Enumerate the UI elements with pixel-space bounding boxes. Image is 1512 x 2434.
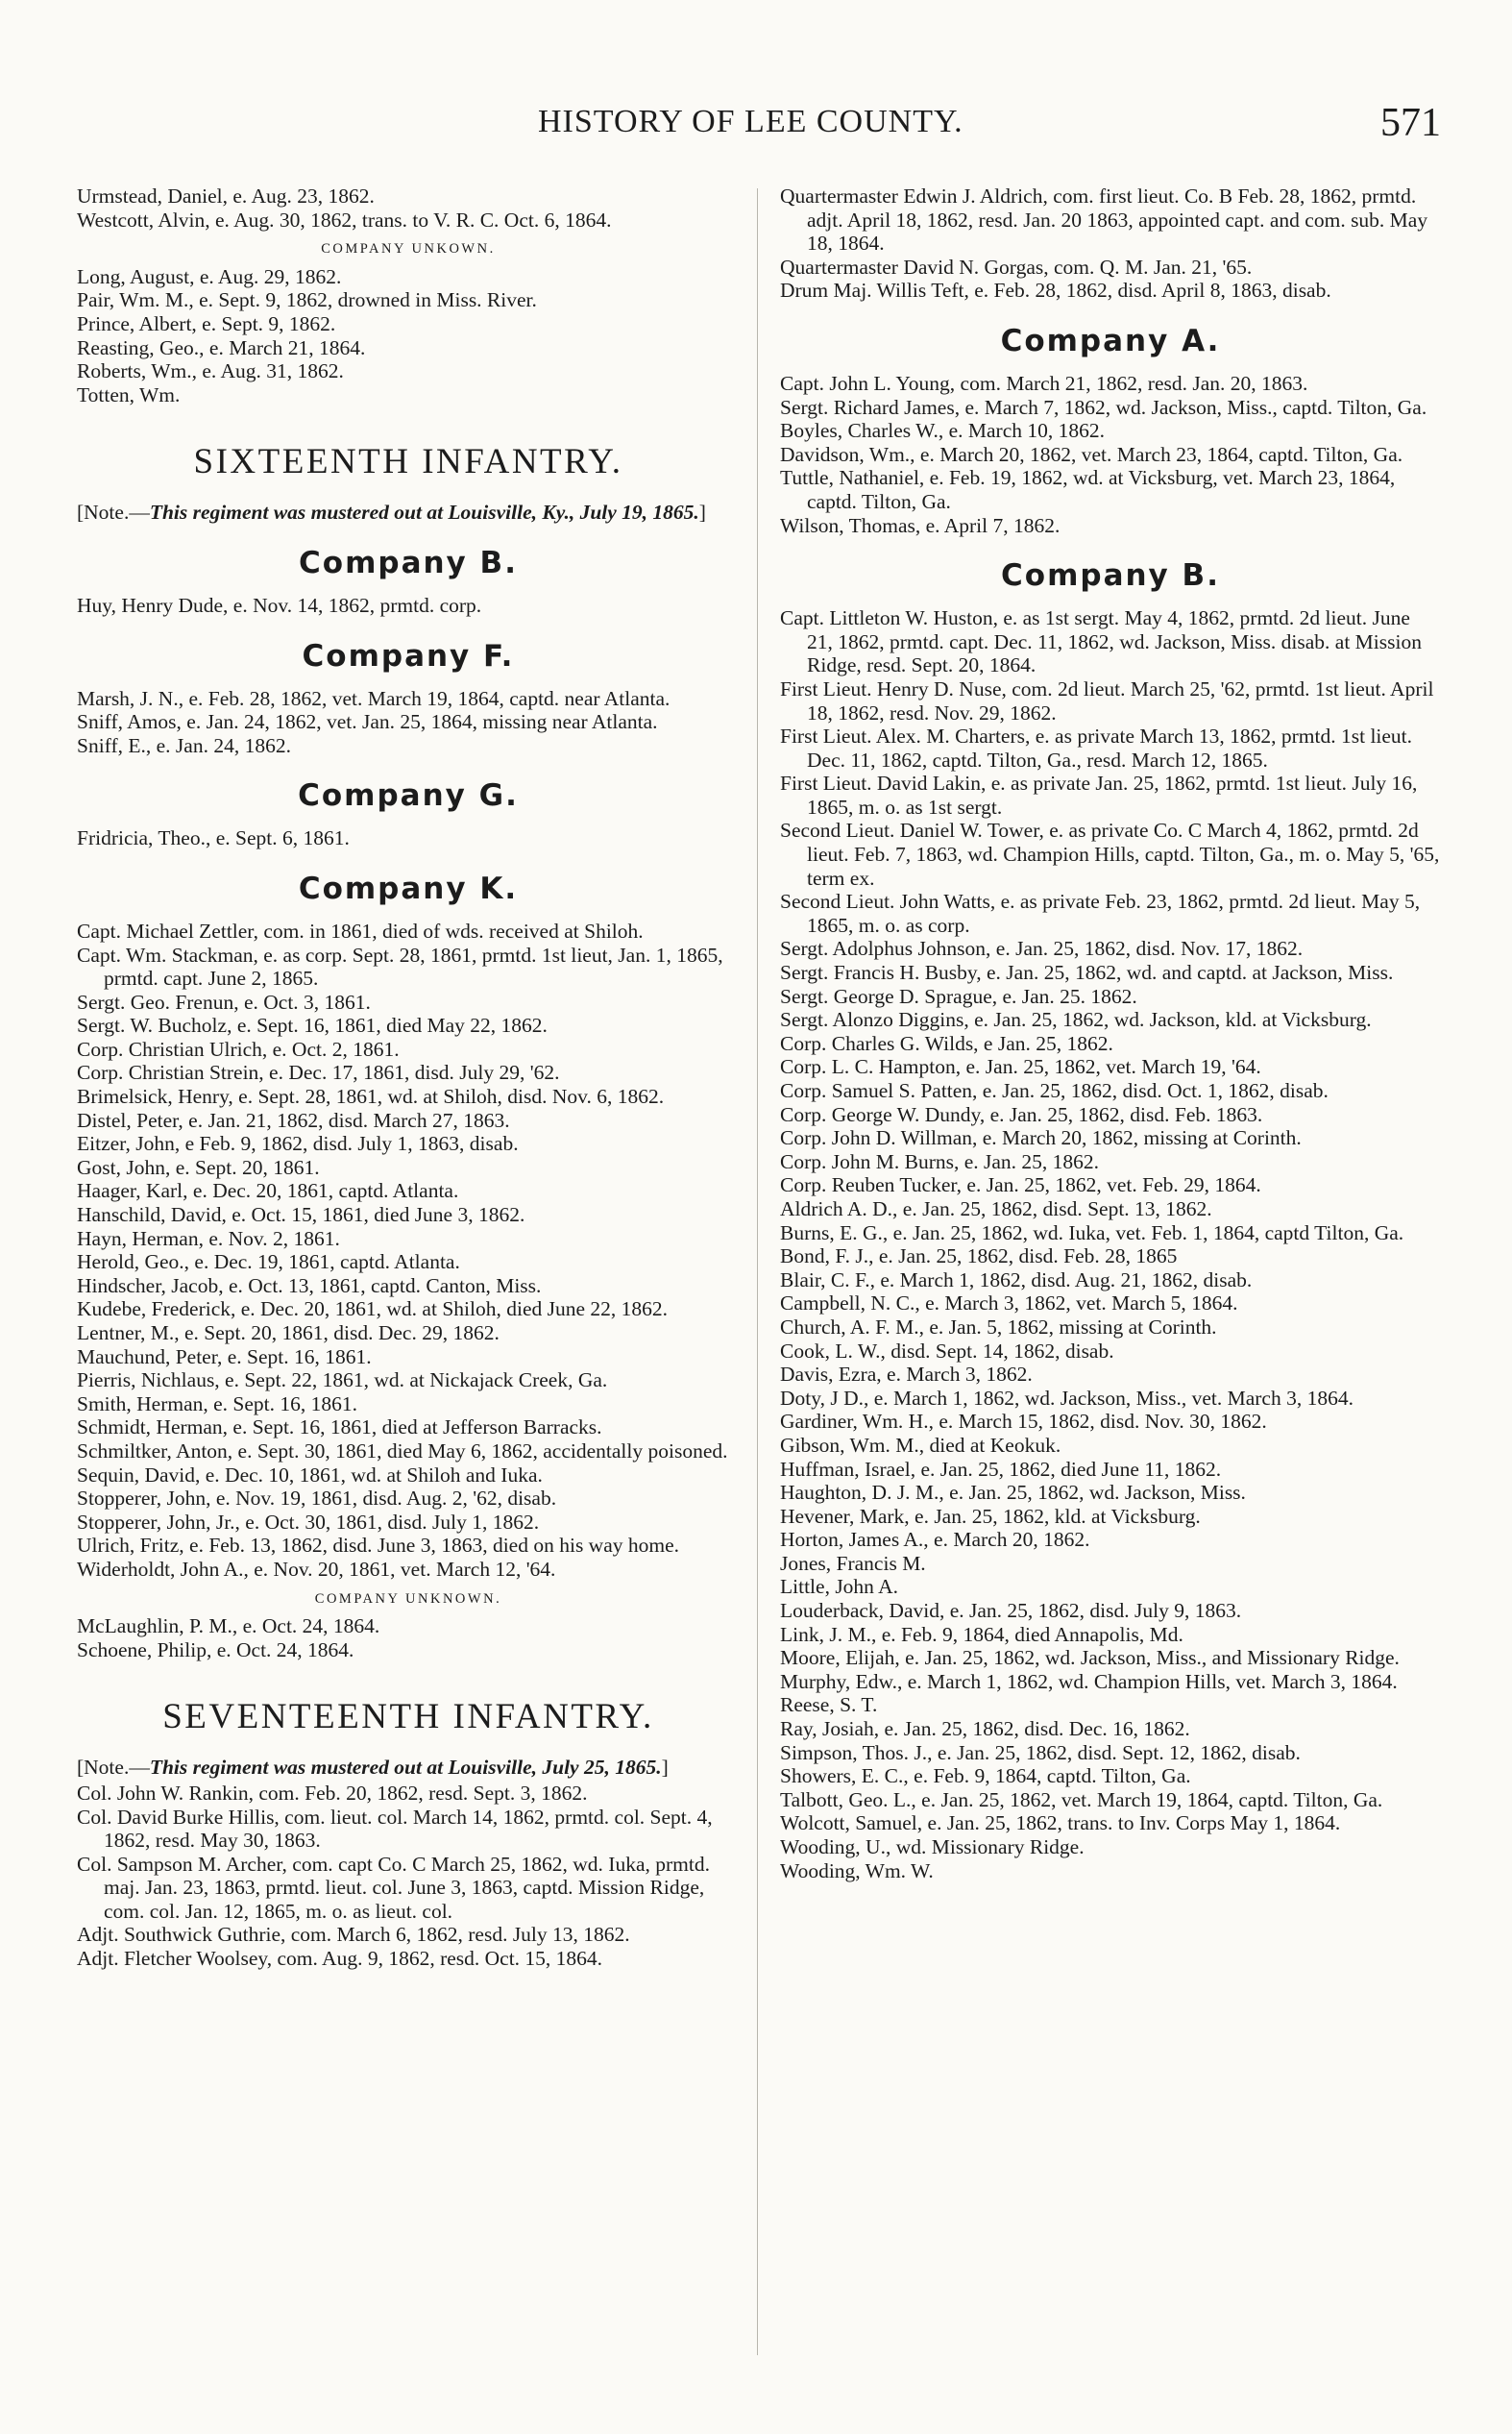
roster-entry: Tuttle, Nathaniel, e. Feb. 19, 1862, wd. at Vicksburg, vet. March 23, 1864, captd. Tilton, Ga.	[780, 466, 1396, 513]
roster-entry: Reese, S. T.	[780, 1693, 878, 1717]
roster-entry: Adjt. Southwick Guthrie, com. March 6, 1862, resd. July 13, 1862.	[77, 1923, 630, 1947]
roster-entry: Fridricia, Theo., e. Sept. 6, 1861.	[77, 826, 350, 850]
roster-entry: Gardiner, Wm. H., e. March 15, 1862, disd. Nov. 30, 1862.	[780, 1410, 1267, 1434]
roster-entry: Reasting, Geo., e. March 21, 1864.	[77, 335, 366, 359]
roster-entry: Sniff, E., e. Jan. 24, 1862.	[77, 733, 291, 757]
roster-entry: Capt. Littleton W. Huston, e. as 1st sergt. May 4, 1862, prmtd. 2d lieut. June 21, 1862, prmtd. capt. Dec. 11, 1862, wd. Jackson, Miss. disab. at Mission Ridge, resd. Sept. 20, 1864.	[780, 606, 1422, 677]
roster-entry: Corp. Samuel S. Patten, e. Jan. 25, 1862, disd. Oct. 1, 1862, disab.	[780, 1079, 1329, 1102]
roster-entry: Ray, Josiah, e. Jan. 25, 1862, disd. Dec. 16, 1862.	[780, 1717, 1190, 1741]
roster-entry: Adjt. Fletcher Woolsey, com. Aug. 9, 1862, resd. Oct. 15, 1864.	[77, 1947, 603, 1971]
roster-entry: Sergt. Adolphus Johnson, e. Jan. 25, 1862, disd. Nov. 17, 1862.	[780, 937, 1304, 961]
roster-entry: Col. John W. Rankin, com. Feb. 20, 1862, resd. Sept. 3, 1862.	[77, 1781, 588, 1805]
roster-entry: Sergt. W. Bucholz, e. Sept. 16, 1861, died May 22, 1862.	[77, 1014, 548, 1038]
roster-entry: Long, August, e. Aug. 29, 1862.	[77, 264, 342, 288]
roster-entry: Talbott, Geo. L., e. Jan. 25, 1862, vet. March 19, 1864, captd. Tilton, Ga.	[780, 1787, 1383, 1811]
roster-entry: Davidson, Wm., e. March 20, 1862, vet. March 23, 1864, captd. Tilton, Ga.	[780, 442, 1403, 466]
roster-entry: Col. David Burke Hillis, com. lieut. col. March 14, 1862, prmtd. col. Sept. 4, 1862, resd. May 30, 1863.	[77, 1805, 713, 1853]
company-heading: Company B.	[299, 545, 518, 580]
roster-entry: Davis, Ezra, e. March 3, 1862.	[780, 1363, 1033, 1387]
roster-entry: Capt. John L. Young, com. March 21, 1862, resd. Jan. 20, 1863.	[780, 371, 1308, 395]
company-subheading: COMPANY UNKNOWN.	[314, 1590, 502, 1607]
roster-entry: Urmstead, Daniel, e. Aug. 23, 1862.	[77, 184, 375, 208]
note-suffix: ]	[698, 501, 706, 525]
note-text: This regiment was mustered out at Louisville, July 25, 1865.	[149, 1756, 662, 1780]
roster-entry: Blair, C. F., e. March 1, 1862, disd. Aug. 21, 1862, disab.	[780, 1267, 1253, 1291]
roster-entry: Huffman, Israel, e. Jan. 25, 1862, died June 11, 1862.	[780, 1457, 1222, 1481]
roster-entry: Marsh, J. N., e. Feb. 28, 1862, vet. March 19, 1864, captd. near Atlanta.	[77, 686, 671, 710]
roster-entry: First Lieut. Henry D. Nuse, com. 2d lieut. March 25, '62, prmtd. 1st lieut. April 18, 1862, resd. Nov. 29, 1862.	[780, 676, 1434, 725]
roster-entry: Widerholdt, John A., e. Nov. 20, 1861, vet. March 12, '64.	[77, 1557, 556, 1581]
roster-entry: Schmidt, Herman, e. Sept. 16, 1861, died at Jefferson Barracks.	[77, 1415, 602, 1439]
roster-entry: Distel, Peter, e. Jan. 21, 1862, disd. March 27, 1863.	[77, 1108, 510, 1132]
regiment-heading: SEVENTEENTH INFANTRY.	[162, 1697, 654, 1737]
company-subheading: COMPANY UNKOWN.	[321, 241, 496, 258]
right-column	[780, 184, 1441, 1882]
roster-entry: Sniff, Amos, e. Jan. 24, 1862, vet. Jan. 25, 1864, missing near Atlanta.	[77, 710, 658, 734]
roster-entry: Second Lieut. John Watts, e. as private Feb. 23, 1862, prmtd. 2d lieut. May 5, 1865, m. o. as corp.	[780, 890, 1421, 937]
roster-entry: Huy, Henry Dude, e. Nov. 14, 1862, prmtd. corp.	[77, 593, 482, 617]
roster-entry: Drum Maj. Willis Teft, e. Feb. 28, 1862, disd. April 8, 1863, disab.	[780, 279, 1331, 303]
company-heading: Company B.	[1001, 558, 1220, 594]
roster-entry: Doty, J D., e. March 1, 1862, wd. Jackson, Miss., vet. March 3, 1864.	[780, 1386, 1353, 1410]
roster-entry: Sergt. George D. Sprague, e. Jan. 25. 1862.	[780, 984, 1137, 1008]
roster-entry: Showers, E. C., e. Feb. 9, 1864, captd. Tilton, Ga.	[780, 1764, 1191, 1788]
note-prefix: [Note.—	[77, 501, 150, 525]
roster-entry: Corp. Reuben Tucker, e. Jan. 25, 1862, vet. Feb. 29, 1864.	[780, 1173, 1261, 1197]
roster-entry: Roberts, Wm., e. Aug. 31, 1862.	[77, 359, 344, 383]
roster-entry: Hindscher, Jacob, e. Oct. 13, 1861, captd. Canton, Miss.	[77, 1273, 542, 1297]
roster-entry: Simpson, Thos. J., e. Jan. 25, 1862, disd. Sept. 12, 1862, disab.	[780, 1740, 1301, 1764]
roster-entry: Wolcott, Samuel, e. Jan. 25, 1862, trans. to Inv. Corps May 1, 1864.	[780, 1811, 1341, 1835]
roster-entry: Lentner, M., e. Sept. 20, 1861, disd. Dec. 29, 1862.	[77, 1321, 500, 1344]
roster-entry: Pierris, Nichlaus, e. Sept. 22, 1861, wd. at Nickajack Creek, Ga.	[77, 1368, 608, 1392]
roster-entry: Quartermaster David N. Gorgas, com. Q. M. Jan. 21, '65.	[780, 255, 1253, 279]
column-divider	[757, 188, 758, 2355]
roster-entry: Bond, F. J., e. Jan. 25, 1862, disd. Feb. 28, 1865	[780, 1244, 1178, 1268]
company-heading: Company A.	[1000, 323, 1221, 358]
roster-entry: Smith, Herman, e. Sept. 16, 1861.	[77, 1391, 358, 1415]
roster-entry: Little, John A.	[780, 1575, 899, 1599]
note-suffix: ]	[661, 1756, 669, 1780]
roster-entry: Ulrich, Fritz, e. Feb. 13, 1862, disd. June 3, 1863, died on his way home.	[77, 1534, 680, 1558]
roster-entry: Wilson, Thomas, e. April 7, 1862.	[780, 513, 1061, 537]
roster-entry: Sergt. Geo. Frenun, e. Oct. 3, 1861.	[77, 990, 371, 1014]
roster-entry: Corp. L. C. Hampton, e. Jan. 25, 1862, vet. March 19, '64.	[780, 1055, 1261, 1079]
roster-entry: Second Lieut. Daniel W. Tower, e. as private Co. C March 4, 1862, prmtd. 2d lieut. Feb. 7, 1863, wd. Champion Hills, captd. Tilton, Ga., m. o. May 5, '65, term ex.	[780, 819, 1440, 890]
roster-entry: Sergt. Alonzo Diggins, e. Jan. 25, 1862, wd. Jackson, kld. at Vicksburg.	[780, 1008, 1372, 1032]
roster-entry: Corp. George W. Dundy, e. Jan. 25, 1862, disd. Feb. 1863.	[780, 1102, 1263, 1126]
roster-entry: Boyles, Charles W., e. March 10, 1862.	[780, 419, 1105, 443]
roster-entry: Pair, Wm. M., e. Sept. 9, 1862, drowned in Miss. River.	[77, 288, 537, 312]
roster-entry: Col. Sampson M. Archer, com. capt Co. C March 25, 1862, wd. Iuka, prmtd. maj. Jan. 23, 1863, prmtd. lieut. col. June 3, 1863, captd. Mission Ridge, com. col. Jan. 12, 1865, m. o. as lieut. col.	[77, 1852, 710, 1923]
roster-entry: First Lieut. David Lakin, e. as private Jan. 25, 1862, prmtd. 1st lieut. July 16, 1865, m. o. as 1st sergt.	[780, 772, 1418, 819]
roster-entry: Aldrich A. D., e. Jan. 25, 1862, disd. Sept. 13, 1862.	[780, 1196, 1212, 1220]
roster-entry: Kudebe, Frederick, e. Dec. 20, 1861, wd. at Shiloh, died June 22, 1862.	[77, 1297, 669, 1321]
roster-entry: McLaughlin, P. M., e. Oct. 24, 1864.	[77, 1614, 380, 1638]
left-column	[77, 184, 740, 1971]
roster-entry: Hayn, Herman, e. Nov. 2, 1861.	[77, 1226, 340, 1250]
roster-entry: Horton, James A., e. March 20, 1862.	[780, 1528, 1090, 1552]
roster-entry: Capt. Wm. Stackman, e. as corp. Sept. 28, 1861, prmtd. 1st lieut, Jan. 1, 1865, prmtd. capt. June 2, 1865.	[77, 943, 723, 991]
roster-entry: Haager, Karl, e. Dec. 20, 1861, captd. Atlanta.	[77, 1179, 459, 1203]
roster-entry: Totten, Wm.	[77, 382, 181, 406]
roster-entry: Jones, Francis M.	[780, 1551, 926, 1575]
regiment-heading: SIXTEENTH INFANTRY.	[193, 442, 623, 482]
note-text: This regiment was mustered out at Louisville, Ky., July 19, 1865.	[149, 501, 699, 525]
roster-entry: Moore, Elijah, e. Jan. 25, 1862, wd. Jackson, Miss., and Missionary Ridge.	[780, 1646, 1400, 1670]
company-heading: Company K.	[298, 871, 519, 906]
roster-entry: Schmiltker, Anton, e. Sept. 30, 1861, died May 6, 1862, accidentally poisoned.	[77, 1438, 728, 1463]
roster-entry: Louderback, David, e. Jan. 25, 1862, disd. July 9, 1863.	[780, 1599, 1242, 1623]
regiment-note	[77, 1756, 740, 1780]
roster-entry: Sequin, David, e. Dec. 10, 1861, wd. at Shiloh and Iuka.	[77, 1463, 543, 1487]
roster-entry: Wooding, Wm. W.	[780, 1858, 934, 1882]
roster-entry: Hanschild, David, e. Oct. 15, 1861, died June 3, 1862.	[77, 1203, 525, 1227]
roster-entry: Corp. John D. Willman, e. March 20, 1862, missing at Corinth.	[780, 1126, 1302, 1150]
roster-entry: Brimelsick, Henry, e. Sept. 28, 1861, wd. at Shiloh, disd. Nov. 6, 1862.	[77, 1085, 665, 1109]
roster-entry: Gibson, Wm. M., died at Keokuk.	[780, 1433, 1061, 1457]
roster-entry: Corp. John M. Burns, e. Jan. 25, 1862.	[780, 1149, 1100, 1173]
regiment-note	[77, 501, 740, 525]
page-header	[538, 101, 1441, 152]
roster-entry: Haughton, D. J. M., e. Jan. 25, 1862, wd. Jackson, Miss.	[780, 1481, 1246, 1505]
roster-entry: Sergt. Richard James, e. March 7, 1862, wd. Jackson, Miss., captd. Tilton, Ga.	[780, 395, 1427, 419]
roster-entry: Burns, E. G., e. Jan. 25, 1862, wd. Iuka, vet. Feb. 1, 1864, captd Tilton, Ga.	[780, 1220, 1404, 1244]
roster-entry: Corp. Christian Ulrich, e. Oct. 2, 1861.	[77, 1037, 400, 1061]
roster-entry: First Lieut. Alex. M. Charters, e. as private March 13, 1862, prmtd. 1st lieut. Dec. 11, 1862, captd. Tilton, Ga., resd. March 12, 1865.	[780, 725, 1413, 772]
page-number: 571	[1380, 101, 1441, 145]
roster-entry: Sergt. Francis H. Busby, e. Jan. 25, 1862, wd. and captd. at Jackson, Miss.	[780, 961, 1394, 985]
roster-entry: Murphy, Edw., e. March 1, 1862, wd. Champion Hills, vet. March 3, 1864.	[780, 1669, 1398, 1693]
roster-entry: Church, A. F. M., e. Jan. 5, 1862, missing at Corinth.	[780, 1315, 1217, 1339]
roster-entry: Mauchund, Peter, e. Sept. 16, 1861.	[77, 1344, 372, 1368]
roster-entry: Capt. Michael Zettler, com. in 1861, died of wds. received at Shiloh.	[77, 919, 644, 943]
roster-entry: Corp. Charles G. Wilds, e Jan. 25, 1862.	[780, 1031, 1113, 1055]
roster-entry: Herold, Geo., e. Dec. 19, 1861, captd. Atlanta.	[77, 1250, 460, 1274]
roster-entry: Westcott, Alvin, e. Aug. 30, 1862, trans. to V. R. C. Oct. 6, 1864.	[77, 208, 612, 232]
company-heading: Company F.	[302, 638, 515, 674]
roster-entry: Eitzer, John, e Feb. 9, 1862, disd. July 1, 1863, disab.	[77, 1132, 519, 1156]
roster-entry: Stopperer, John, e. Nov. 19, 1861, disd. Aug. 2, '62, disab.	[77, 1487, 557, 1511]
roster-entry: Link, J. M., e. Feb. 9, 1864, died Annapolis, Md.	[780, 1622, 1183, 1646]
roster-entry: Schoene, Philip, e. Oct. 24, 1864.	[77, 1637, 354, 1661]
company-heading: Company G.	[298, 778, 519, 814]
roster-entry: Wooding, U., wd. Missionary Ridge.	[780, 1835, 1085, 1858]
roster-entry: Campbell, N. C., e. March 3, 1862, vet. March 5, 1864.	[780, 1291, 1238, 1315]
roster-entry: Stopperer, John, Jr., e. Oct. 30, 1861, disd. July 1, 1862.	[77, 1510, 540, 1534]
roster-entry: Cook, L. W., disd. Sept. 14, 1862, disab.	[780, 1339, 1114, 1363]
running-title: HISTORY OF LEE COUNTY.	[538, 104, 963, 139]
roster-entry: Quartermaster Edwin J. Aldrich, com. first lieut. Co. B Feb. 28, 1862, prmtd. adjt. April 18, 1862, resd. Jan. 20 1863, appointed capt. and com. sub. May 18, 1864.	[780, 184, 1428, 256]
roster-entry: Corp. Christian Strein, e. Dec. 17, 1861, disd. July 29, '62.	[77, 1061, 560, 1085]
roster-entry: Gost, John, e. Sept. 20, 1861.	[77, 1155, 320, 1179]
note-prefix: [Note.—	[77, 1756, 150, 1780]
roster-entry: Hevener, Mark, e. Jan. 25, 1862, kld. at Vicksburg.	[780, 1504, 1201, 1528]
roster-entry: Prince, Albert, e. Sept. 9, 1862.	[77, 311, 336, 335]
